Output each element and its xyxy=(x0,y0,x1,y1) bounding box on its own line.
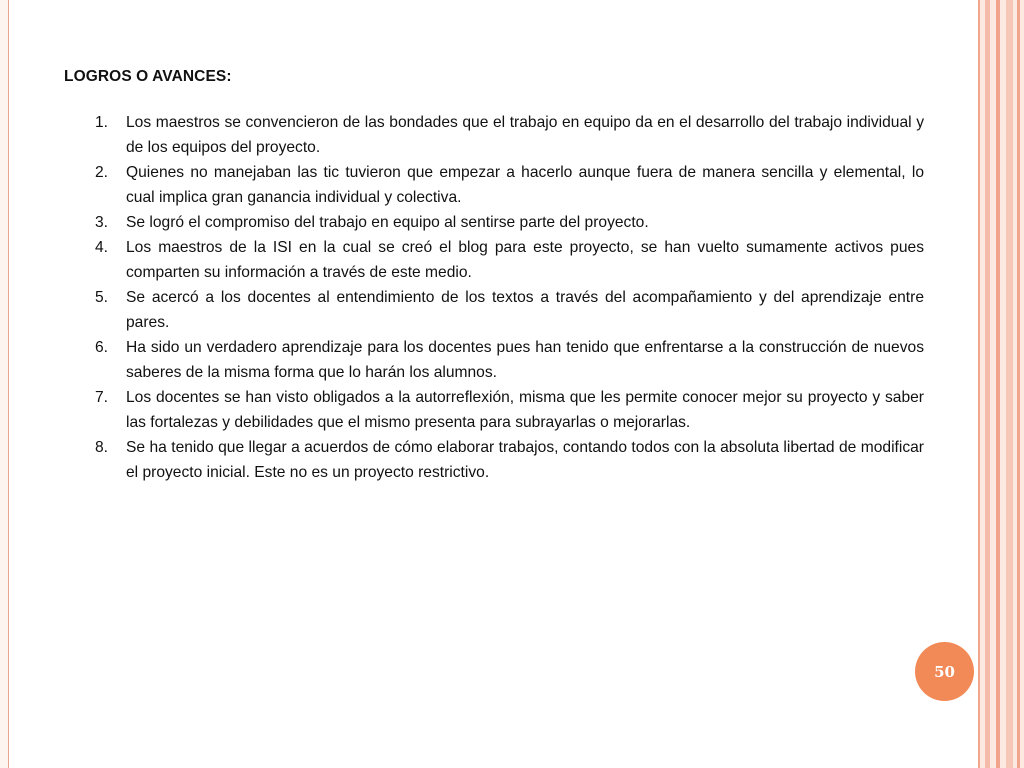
right-stripe xyxy=(1006,0,1013,768)
list-item-number: 6. xyxy=(95,339,109,356)
slide-content xyxy=(64,68,924,485)
list-item-text: Los docentes se han visto obligados a la autorreflexión, misma que les permite conocer mejor su proyecto y saber las fortalezas y debilidades que el mismo presenta para subrayarlas o mejorarlas. xyxy=(126,389,924,431)
list-item-number: 1. xyxy=(95,114,109,131)
list-item xyxy=(64,110,924,160)
list-item-text: Se logró el compromiso del trabajo en equipo al sentirse parte del proyecto. xyxy=(126,214,649,231)
list-item xyxy=(64,160,924,210)
right-stripe xyxy=(996,0,1000,768)
list-item-number: 7. xyxy=(95,389,109,406)
list-item xyxy=(64,385,924,435)
list-item-number: 5. xyxy=(95,289,109,306)
right-stripe xyxy=(1017,0,1020,768)
list-item xyxy=(64,235,924,285)
list-item-number: 8. xyxy=(95,439,109,456)
list-item-text: Se acercó a los docentes al entendimiento de los textos a través del acompañamiento y del aprendizaje entre pares. xyxy=(126,289,924,331)
list-item-number: 2. xyxy=(95,164,109,181)
achievements-list xyxy=(64,110,924,485)
list-item xyxy=(64,335,924,385)
list-item-number: 3. xyxy=(95,214,109,231)
list-item-text: Ha sido un verdadero aprendizaje para los docentes pues han tenido que enfrentarse a la construcción de nuevos saberes de la misma forma que lo harán los alumnos. xyxy=(126,339,924,381)
list-item-text: Quienes no manejaban las tic tuvieron que empezar a hacerlo aunque fuera de manera sencilla y elemental, lo cual implica gran ganancia individual y colectiva. xyxy=(126,164,924,206)
list-item-text: Los maestros se convencieron de las bondades que el trabajo en equipo da en el desarrollo del trabajo individual y de los equipos del proyecto. xyxy=(126,114,924,156)
right-stripe xyxy=(978,0,980,768)
list-item xyxy=(64,435,924,485)
list-item-number: 4. xyxy=(95,239,109,256)
left-frame-line xyxy=(0,0,9,768)
slide-heading: LOGROS O AVANCES: xyxy=(64,68,232,85)
list-item-text: Los maestros de la ISI en la cual se creó el blog para este proyecto, se han vuelto sumamente activos pues comparten su información a través de este medio. xyxy=(126,239,924,281)
page-number: 50 xyxy=(934,662,955,681)
list-item xyxy=(64,210,924,235)
list-item xyxy=(64,285,924,335)
right-stripe xyxy=(985,0,990,768)
list-item-text: Se ha tenido que llegar a acuerdos de cómo elaborar trabajos, contando todos con la absoluta libertad de modificar el proyecto inicial. Este no es un proyecto restrictivo. xyxy=(126,439,924,481)
page-number-badge xyxy=(915,642,974,701)
